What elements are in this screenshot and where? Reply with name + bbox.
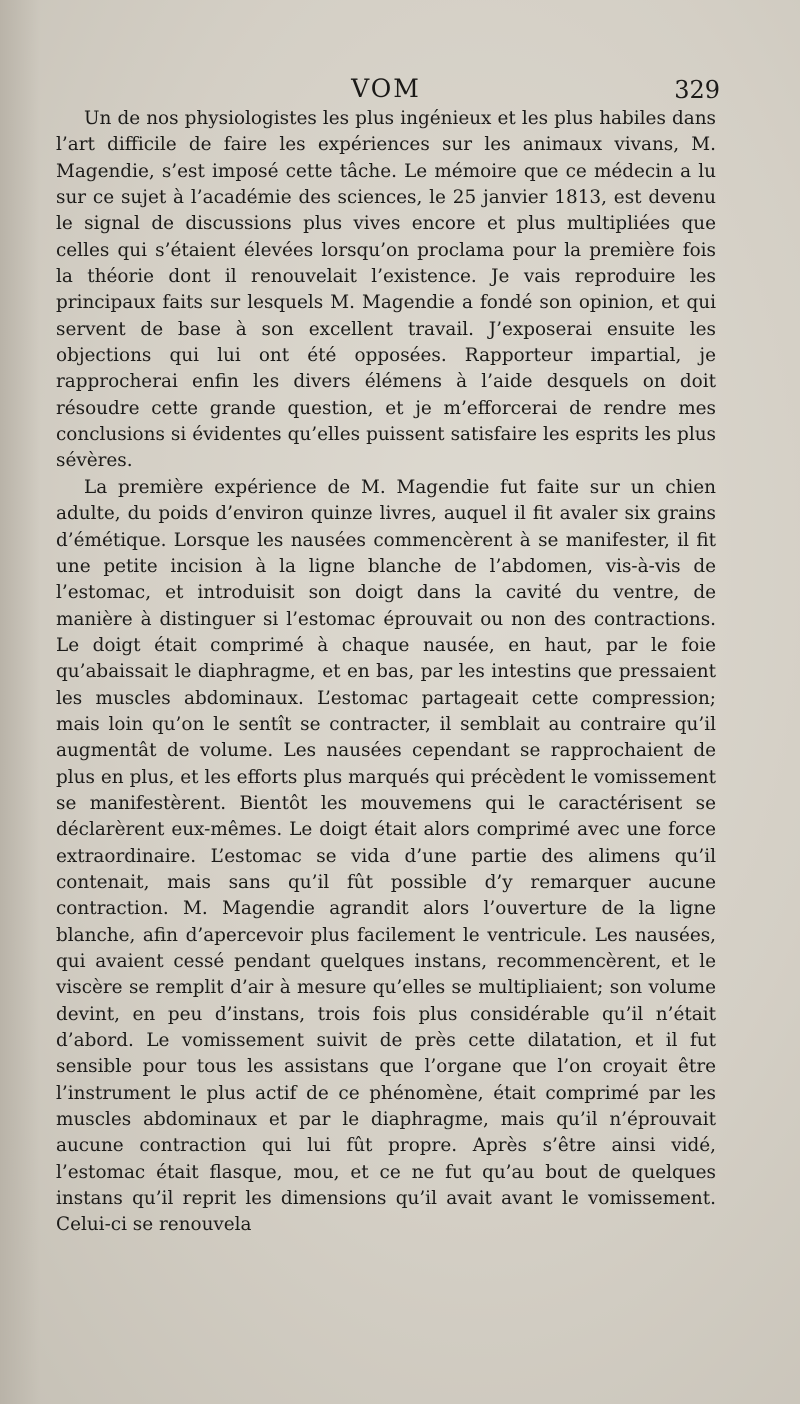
paragraph-2: La première expérience de M. Magendie fut faite sur un chien adulte, du poids d’environ quinze livres, auquel il fit avaler six grains d’émétique. Lorsque les nausées commencèrent à se manifester, il fit une petite incision à la ligne blanche de l’abdomen, vis-à-vis de l’estomac, et introduisit son doigt dans la cavité du ventre, de manière à distinguer si l’estomac éprouvait ou non des contractions. Le doigt était comprimé à chaque nausée, en haut, par le foie qu’abaissait le diaphragme, et en bas, par les intestins que pressaient les muscles abdominaux. L’estomac partageait cette compression; mais loin qu’on le sentît se contracter, il semblait au contraire qu’il augmentât de volume. Les nausées cependant se rapprochaient de plus en plus, et les efforts plus marqués qui précèdent le vomissement se manifestèrent. Bientôt les mouvemens qui le caractérisent se déclarèrent eux-mêmes. Le doigt était alors comprimé avec une force extraordinaire. L’estomac se vida d’une partie des alimens qu’il contenait, mais sans qu’il fût possible d’y remarquer aucune contraction. M. Magendie agrandit alors l’ouverture de la ligne blanche, afin d’apercevoir plus facilement le ventricule. Les nausées, qui avaient cessé pendant quelques instans, recommencèrent, et le viscère se remplit d’air à mesure qu’elles se multipliaient; son volume devint, en peu d’instans, trois fois plus considérable qu’il n’était d’abord. Le vomissement suivit de près cette dilatation, et il fut sensible pour tous les assistans que l’organe que l’on croyait être l’instrument le plus actif de ce phénomène, était comprimé par les muscles abdominaux et par le diaphragme, mais qu’il n’éprouvait aucune contraction qui lui fût propre. Après s’être ainsi vidé, l’estomac était flasque, mou, et ce ne fut qu’au bout de quelques instans qu’il reprit les dimensions qu’il avait avant le vomissement. Celui-ci se renouvela (56, 476, 716, 1236)
running-head-title: VOM (351, 74, 421, 103)
page-number: 329 (674, 76, 720, 104)
page-gutter-shadow (0, 0, 40, 1404)
body-text (56, 106, 716, 1239)
paragraph-1: Un de nos physiologistes les plus ingénieux et les plus habiles dans l’art difficile de faire les expériences sur les animaux vivans, M. Magendie, s’est imposé cette tâche. Le mémoire que ce médecin a lu sur ce sujet à l’académie des sciences, le 25 janvier 1813, est devenu le signal de discussions plus vives encore et plus multipliées que celles qui s’étaient élevées lorsqu’on proclama pour la première fois la théorie dont il renouvelait l’existence. Je vais reproduire les principaux faits sur lesquels M. Magendie a fondé son opinion, et qui servent de base à son excellent travail. J’exposerai ensuite les objections qui lui ont été opposées. Rapporteur impartial, je rapprocherai enfin les divers élémens à l’aide desquels on doit résoudre cette grande question, et je m’efforcerai de rendre mes conclusions si évidentes qu’elles puissent satisfaire les esprits les plus sévères. (56, 108, 716, 472)
